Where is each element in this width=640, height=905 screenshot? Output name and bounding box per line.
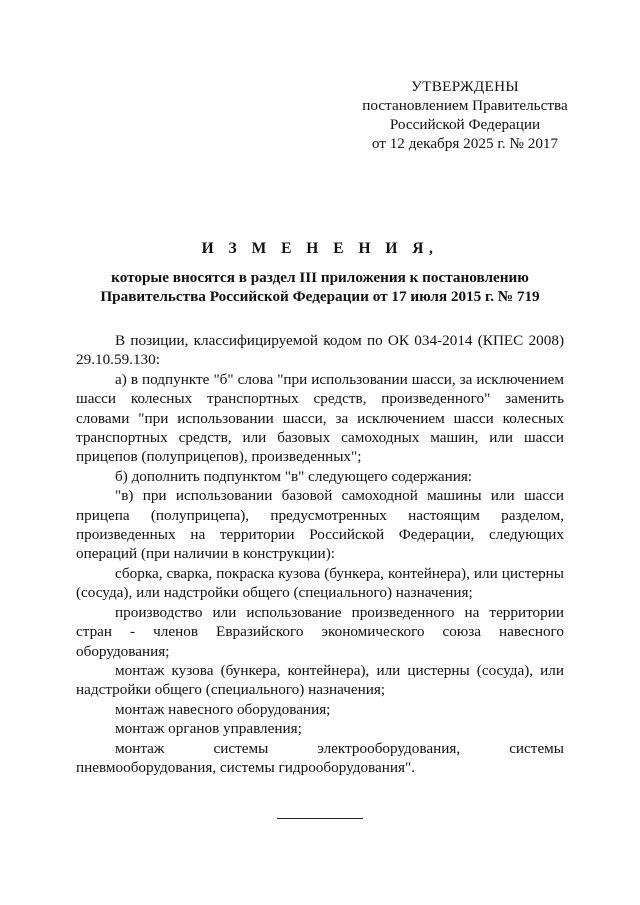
heading-subtitle-line-2: Правительства Российской Федерации от 17 июля 2015 г. № 719 (100, 288, 540, 305)
paragraph: сборка, сварка, покраска кузова (бункера, контейнера), или цистерны (сосуда), или надстройки общего (специального) назначения; (76, 564, 564, 602)
paragraph: монтаж навесного оборудования; (115, 700, 331, 718)
paragraph: монтаж органов управления; (115, 720, 302, 738)
document-body (76, 331, 564, 777)
paragraph: монтаж системы электрооборудования, системы пневмооборудования, системы гидрооборудования". (76, 739, 564, 776)
paragraph: б) дополнить подпунктом "в" следующего содержания: (115, 467, 473, 485)
paragraph: "в) при использовании базовой самоходной машины или шасси прицепа (полуприцепа), предусмотренных настоящим разделом, произведенных на территории Российской Федерации, следующих операций (при наличии в конструкции): (76, 487, 564, 563)
approval-stamp-block (340, 77, 590, 153)
approved-line-2: Российской Федерации (389, 116, 541, 133)
paragraph: а) в подпункте "б" слова "при использовании шасси, за исключением шасси колесных транспортных средств, произведенного" заменить словами "при использовании шасси, за исключением шасси колесных транспортных средств, или базовых самоходных машин, или шасси прицепов (полуприцепов), произведенных"; (76, 370, 564, 466)
heading-subtitle (60, 268, 580, 306)
end-divider (277, 818, 363, 819)
paragraph: В позиции, классифицируемой кодом по ОК 034-2014 (КПЕС 2008) (115, 332, 564, 349)
paragraph: производство или использование произведенного на территории стран - членов Евразийского экономического союза навесного оборудования; (76, 603, 564, 660)
approved-line-1: постановлением Правительства (362, 97, 568, 114)
heading-title: И З М Е Н Е Н И Я, (201, 240, 439, 257)
approved-title: УТВЕРЖДЕНЫ (411, 78, 519, 95)
approved-line-3: от 12 декабря 2025 г. № 2017 (371, 135, 559, 152)
paragraph: монтаж кузова (бункера, контейнера), или цистерны (сосуда), или надстройки общего (специального) назначения; (76, 661, 564, 699)
heading-subtitle-line-1: которые вносятся в раздел III приложения к постановлению (111, 269, 529, 286)
document-heading (60, 238, 580, 306)
paragraph: 29.10.59.130: (76, 351, 160, 369)
